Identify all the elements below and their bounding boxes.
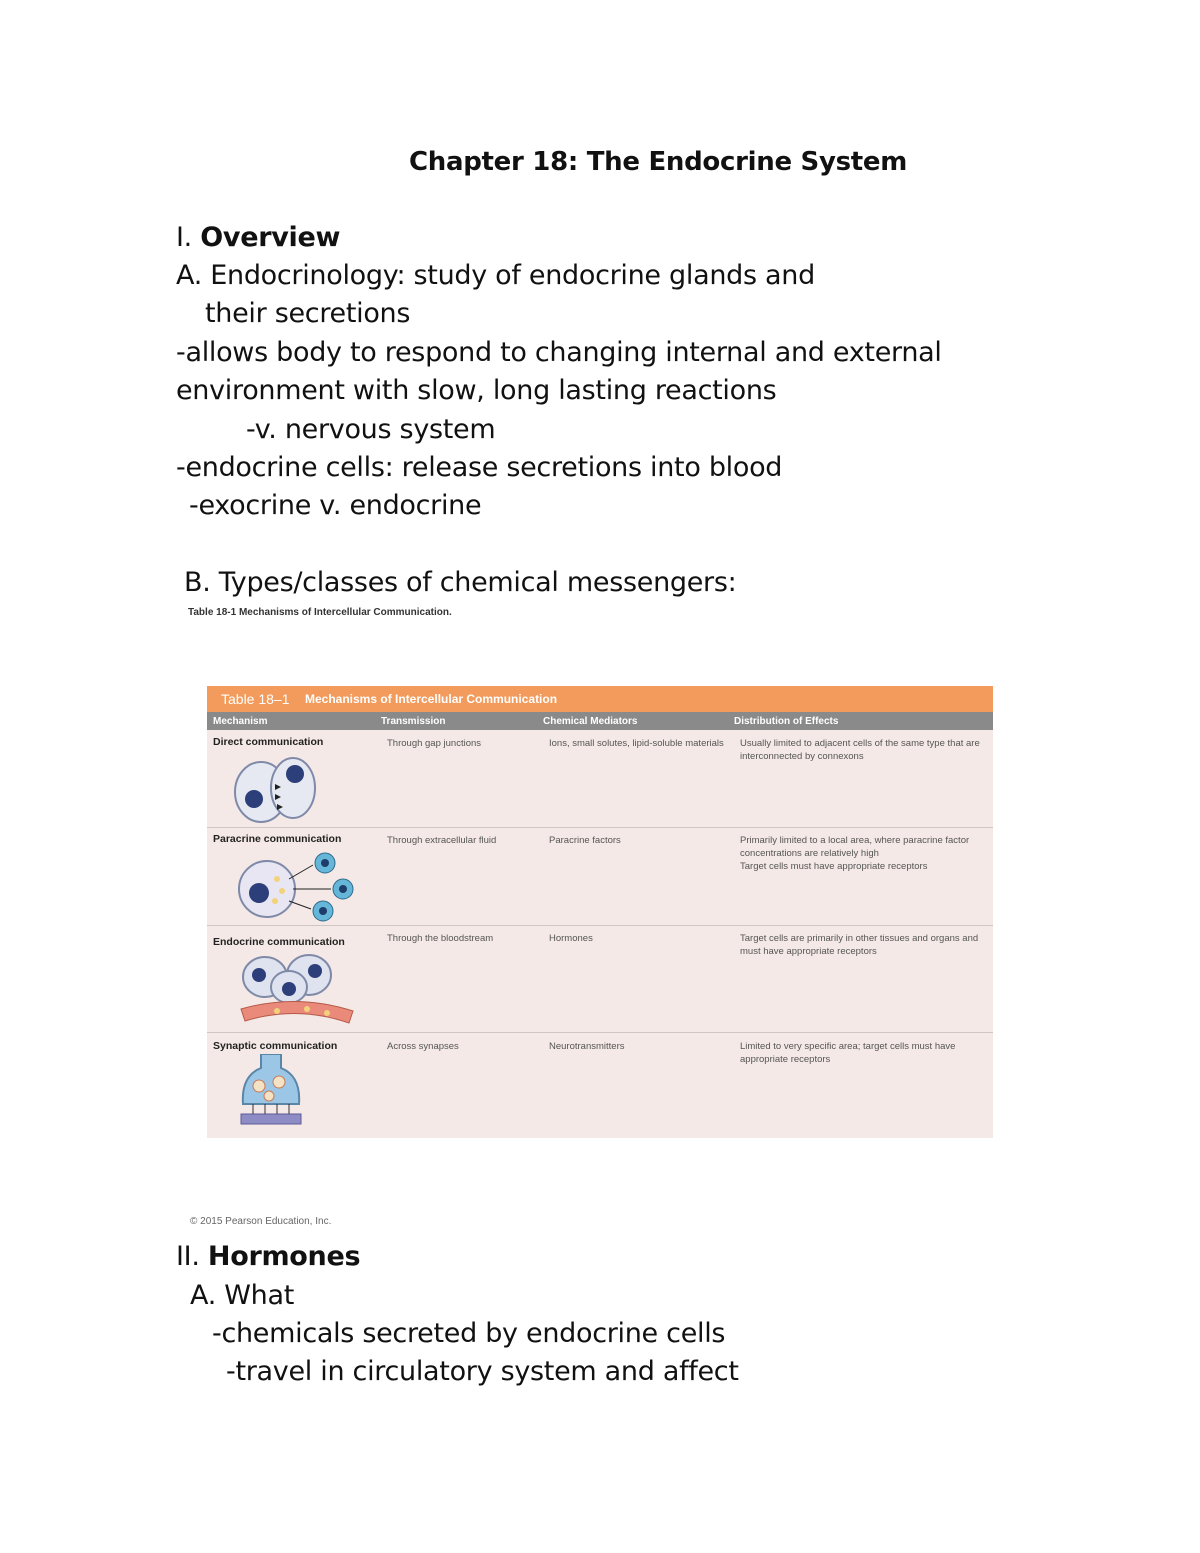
row-mechanism: Endocrine communication <box>213 936 345 948</box>
endocrine-cells-illustration <box>237 953 357 1029</box>
row-mediators: Hormones <box>549 933 593 944</box>
subheading-b: B. Types/classes of chemical messengers: <box>184 567 737 598</box>
row-transmission: Across synapses <box>387 1041 459 1052</box>
section-1-title: Overview <box>200 222 341 253</box>
hormones-line-2: -chemicals secreted by endocrine cells <box>212 1318 726 1349</box>
overview-line-7: -exocrine v. endocrine <box>189 490 482 521</box>
row-transmission: Through the bloodstream <box>387 933 494 944</box>
paracrine-cells-illustration <box>237 849 357 923</box>
intercellular-communication-table <box>207 686 993 1138</box>
page-title: Chapter 18: The Endocrine System <box>409 147 908 177</box>
column-header: Mechanism <box>213 715 268 727</box>
overview-line-4: environment with slow, long lasting reactions <box>176 375 777 406</box>
overview-line-2: their secretions <box>205 298 411 329</box>
figure-caption: Table 18-1 Mechanisms of Intercellular Communication. <box>188 607 452 618</box>
table-row <box>207 730 993 828</box>
table-row <box>207 925 993 1033</box>
synapse-illustration <box>239 1054 303 1134</box>
section-2-heading <box>176 1240 360 1274</box>
row-distribution: Primarily limited to a local area, where paracrine factor concentrations are relatively high Target cells must have appropriate receptors <box>740 835 970 872</box>
row-mediators: Paracrine factors <box>549 835 621 846</box>
row-mediators: Ions, small solutes, lipid-soluble materials <box>549 738 724 749</box>
gap-junction-cells-illustration <box>233 754 323 824</box>
table-row <box>207 827 993 926</box>
table-header-bar <box>207 686 993 712</box>
overview-line-5: -v. nervous system <box>246 414 496 445</box>
column-header: Chemical Mediators <box>543 715 638 727</box>
row-mediators: Neurotransmitters <box>549 1041 625 1052</box>
section-2-numeral: II. <box>176 1241 200 1272</box>
section-2-title: Hormones <box>207 1241 361 1272</box>
overview-line-6: -endocrine cells: release secretions into blood <box>176 452 783 483</box>
row-transmission: Through gap junctions <box>387 738 482 749</box>
section-1-heading <box>176 221 340 255</box>
column-header: Distribution of Effects <box>734 715 839 727</box>
figure-copyright: © 2015 Pearson Education, Inc. <box>190 1216 332 1227</box>
row-distribution: Target cells are primarily in other tissues and organs and must have appropriate receptors <box>740 933 979 957</box>
row-mechanism: Direct communication <box>213 736 324 748</box>
row-distribution: Limited to very specific area; target cells must have appropriate receptors <box>740 1041 956 1065</box>
table-title: Mechanisms of Intercellular Communication <box>305 692 558 706</box>
row-transmission: Through extracellular fluid <box>387 835 497 846</box>
table-column-headers <box>207 712 993 730</box>
overview-line-1: A. Endocrinology: study of endocrine glands and <box>176 260 815 291</box>
section-1-numeral: I. <box>176 222 192 253</box>
table-number: Table 18–1 <box>221 691 290 707</box>
hormones-line-1: A. What <box>190 1280 295 1311</box>
column-header: Transmission <box>381 715 446 727</box>
overview-line-3: -allows body to respond to changing internal and external <box>176 337 942 368</box>
row-mechanism: Synaptic communication <box>213 1040 338 1052</box>
hormones-line-3: -travel in circulatory system and affect <box>226 1356 739 1387</box>
row-mechanism: Paracrine communication <box>213 833 342 845</box>
table-row <box>207 1032 993 1138</box>
row-distribution: Usually limited to adjacent cells of the same type that are interconnected by connexons <box>740 738 980 762</box>
